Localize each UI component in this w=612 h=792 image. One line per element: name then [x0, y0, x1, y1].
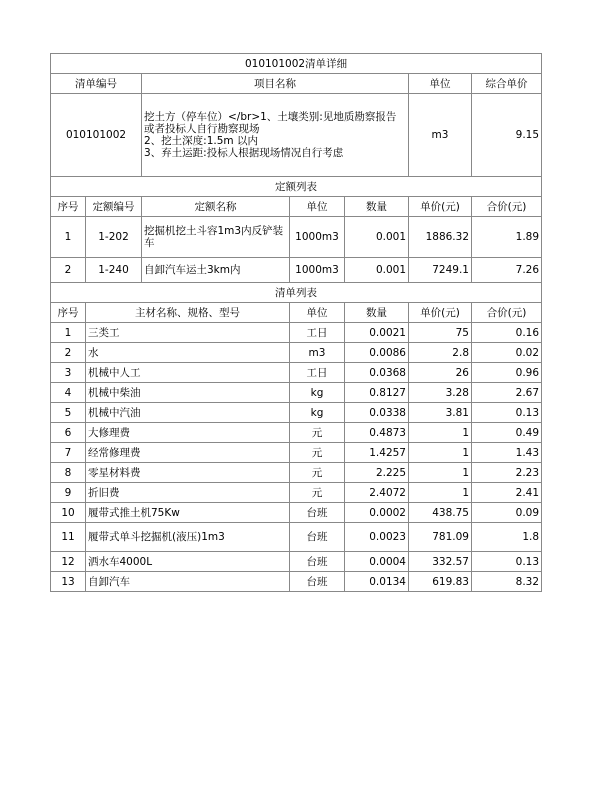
- material-row: [51, 503, 542, 523]
- header-unit: 单位: [409, 74, 472, 94]
- material-no: 11: [51, 523, 86, 552]
- bill-price: 9.15: [472, 94, 542, 177]
- mh-no: 序号: [51, 303, 86, 323]
- material-row: [51, 483, 542, 503]
- material-price: 1: [409, 463, 472, 483]
- quota-no: 2: [51, 258, 86, 283]
- material-unit: 工日: [290, 323, 345, 343]
- material-no: 13: [51, 572, 86, 592]
- material-no: 9: [51, 483, 86, 503]
- material-name: 自卸汽车: [86, 572, 290, 592]
- quota-qty: 0.001: [345, 217, 409, 258]
- material-name: 洒水车4000L: [86, 552, 290, 572]
- bill-header-row: [51, 74, 542, 94]
- material-total: 0.49: [472, 423, 542, 443]
- material-qty: 2.4072: [345, 483, 409, 503]
- qh-total: 合价(元): [472, 197, 542, 217]
- material-row: [51, 552, 542, 572]
- material-price: 2.8: [409, 343, 472, 363]
- quota-no: 1: [51, 217, 86, 258]
- material-unit: 元: [290, 483, 345, 503]
- material-price: 3.81: [409, 403, 472, 423]
- material-name: 零星材料费: [86, 463, 290, 483]
- material-price: 1: [409, 483, 472, 503]
- material-price: 619.83: [409, 572, 472, 592]
- material-price: 1: [409, 443, 472, 463]
- quota-row: [51, 258, 542, 283]
- material-row: [51, 363, 542, 383]
- bill-desc-line: 2、挖土深度:1.5m 以内: [144, 135, 258, 147]
- mh-price: 单价(元): [409, 303, 472, 323]
- bill-description: [142, 94, 409, 177]
- material-no: 6: [51, 423, 86, 443]
- material-qty: 0.0368: [345, 363, 409, 383]
- quota-code: 1-240: [86, 258, 142, 283]
- bill-code: 010101002: [51, 94, 142, 177]
- header-item-name: 项目名称: [142, 74, 409, 94]
- material-qty: 2.225: [345, 463, 409, 483]
- material-total: 0.02: [472, 343, 542, 363]
- material-no: 8: [51, 463, 86, 483]
- material-total: 0.16: [472, 323, 542, 343]
- material-name: 机械中柴油: [86, 383, 290, 403]
- material-unit: 台班: [290, 572, 345, 592]
- material-row: [51, 443, 542, 463]
- material-qty: 1.4257: [345, 443, 409, 463]
- material-row: [51, 423, 542, 443]
- bill-desc-line: 挖土方（停车位）</br>1、土壤类别:见地质勘察报告或者投标人自行勘察现场: [144, 111, 397, 135]
- bill-unit: m3: [409, 94, 472, 177]
- material-name: 水: [86, 343, 290, 363]
- qh-no: 序号: [51, 197, 86, 217]
- material-no: 3: [51, 363, 86, 383]
- material-unit: 台班: [290, 552, 345, 572]
- material-header-row: [51, 303, 542, 323]
- table-title: 010101002清单详细: [51, 54, 542, 74]
- material-name: 履带式推土机75Kw: [86, 503, 290, 523]
- material-no: 7: [51, 443, 86, 463]
- material-qty: 0.0338: [345, 403, 409, 423]
- quota-total: 1.89: [472, 217, 542, 258]
- material-row: [51, 463, 542, 483]
- quota-price: 7249.1: [409, 258, 472, 283]
- quota-section-title: 定额列表: [51, 177, 542, 197]
- material-unit: 台班: [290, 523, 345, 552]
- material-row: [51, 343, 542, 363]
- material-row: [51, 323, 542, 343]
- qh-code: 定额编号: [86, 197, 142, 217]
- material-unit: 元: [290, 423, 345, 443]
- material-unit: kg: [290, 403, 345, 423]
- quota-unit: 1000m3: [290, 258, 345, 283]
- qh-price: 单价(元): [409, 197, 472, 217]
- material-price: 781.09: [409, 523, 472, 552]
- material-total: 0.13: [472, 552, 542, 572]
- material-total: 0.09: [472, 503, 542, 523]
- material-unit: 台班: [290, 503, 345, 523]
- material-no: 5: [51, 403, 86, 423]
- material-total: 1.8: [472, 523, 542, 552]
- material-price: 1: [409, 423, 472, 443]
- material-name: 经常修理费: [86, 443, 290, 463]
- material-name: 机械中汽油: [86, 403, 290, 423]
- material-row: [51, 383, 542, 403]
- quota-code: 1-202: [86, 217, 142, 258]
- material-no: 4: [51, 383, 86, 403]
- material-price: 332.57: [409, 552, 472, 572]
- material-total: 2.23: [472, 463, 542, 483]
- material-price: 75: [409, 323, 472, 343]
- material-unit: 元: [290, 463, 345, 483]
- material-total: 0.96: [472, 363, 542, 383]
- material-unit: kg: [290, 383, 345, 403]
- material-no: 10: [51, 503, 86, 523]
- bill-row: [51, 94, 542, 177]
- quota-price: 1886.32: [409, 217, 472, 258]
- material-name: 三类工: [86, 323, 290, 343]
- mh-name: 主材名称、规格、型号: [86, 303, 290, 323]
- quota-qty: 0.001: [345, 258, 409, 283]
- material-unit: 工日: [290, 363, 345, 383]
- material-row: [51, 403, 542, 423]
- material-name: 折旧费: [86, 483, 290, 503]
- material-qty: 0.0002: [345, 503, 409, 523]
- bill-desc-line: 3、弃土运距:投标人根据现场情况自行考虑: [144, 147, 344, 159]
- quota-row: [51, 217, 542, 258]
- mh-unit: 单位: [290, 303, 345, 323]
- material-qty: 0.0004: [345, 552, 409, 572]
- qh-qty: 数量: [345, 197, 409, 217]
- quota-name: 挖掘机挖土斗容1m3内反铲装车: [142, 217, 290, 258]
- qh-unit: 单位: [290, 197, 345, 217]
- quota-unit: 1000m3: [290, 217, 345, 258]
- quota-total: 7.26: [472, 258, 542, 283]
- header-bill-code: 清单编号: [51, 74, 142, 94]
- material-total: 0.13: [472, 403, 542, 423]
- material-name: 大修理费: [86, 423, 290, 443]
- material-price: 438.75: [409, 503, 472, 523]
- mh-total: 合价(元): [472, 303, 542, 323]
- material-price: 3.28: [409, 383, 472, 403]
- material-qty: 0.0023: [345, 523, 409, 552]
- material-total: 1.43: [472, 443, 542, 463]
- material-qty: 0.8127: [345, 383, 409, 403]
- material-total: 2.41: [472, 483, 542, 503]
- material-qty: 0.0021: [345, 323, 409, 343]
- material-unit: m3: [290, 343, 345, 363]
- material-unit: 元: [290, 443, 345, 463]
- material-section-row: [51, 283, 542, 303]
- mh-qty: 数量: [345, 303, 409, 323]
- material-row: [51, 523, 542, 552]
- material-no: 12: [51, 552, 86, 572]
- material-price: 26: [409, 363, 472, 383]
- quota-section-row: [51, 177, 542, 197]
- material-section-title: 清单列表: [51, 283, 542, 303]
- bill-detail-table: [50, 53, 542, 592]
- material-name: 机械中人工: [86, 363, 290, 383]
- material-qty: 0.0134: [345, 572, 409, 592]
- material-no: 1: [51, 323, 86, 343]
- material-qty: 0.0086: [345, 343, 409, 363]
- material-total: 2.67: [472, 383, 542, 403]
- header-unit-price: 综合单价: [472, 74, 542, 94]
- quota-name: 自卸汽车运土3km内: [142, 258, 290, 283]
- material-name: 履带式单斗挖掘机(液压)1m3: [86, 523, 290, 552]
- quota-header-row: [51, 197, 542, 217]
- material-no: 2: [51, 343, 86, 363]
- material-qty: 0.4873: [345, 423, 409, 443]
- material-row: [51, 572, 542, 592]
- material-total: 8.32: [472, 572, 542, 592]
- qh-name: 定额名称: [142, 197, 290, 217]
- title-row: [51, 54, 542, 74]
